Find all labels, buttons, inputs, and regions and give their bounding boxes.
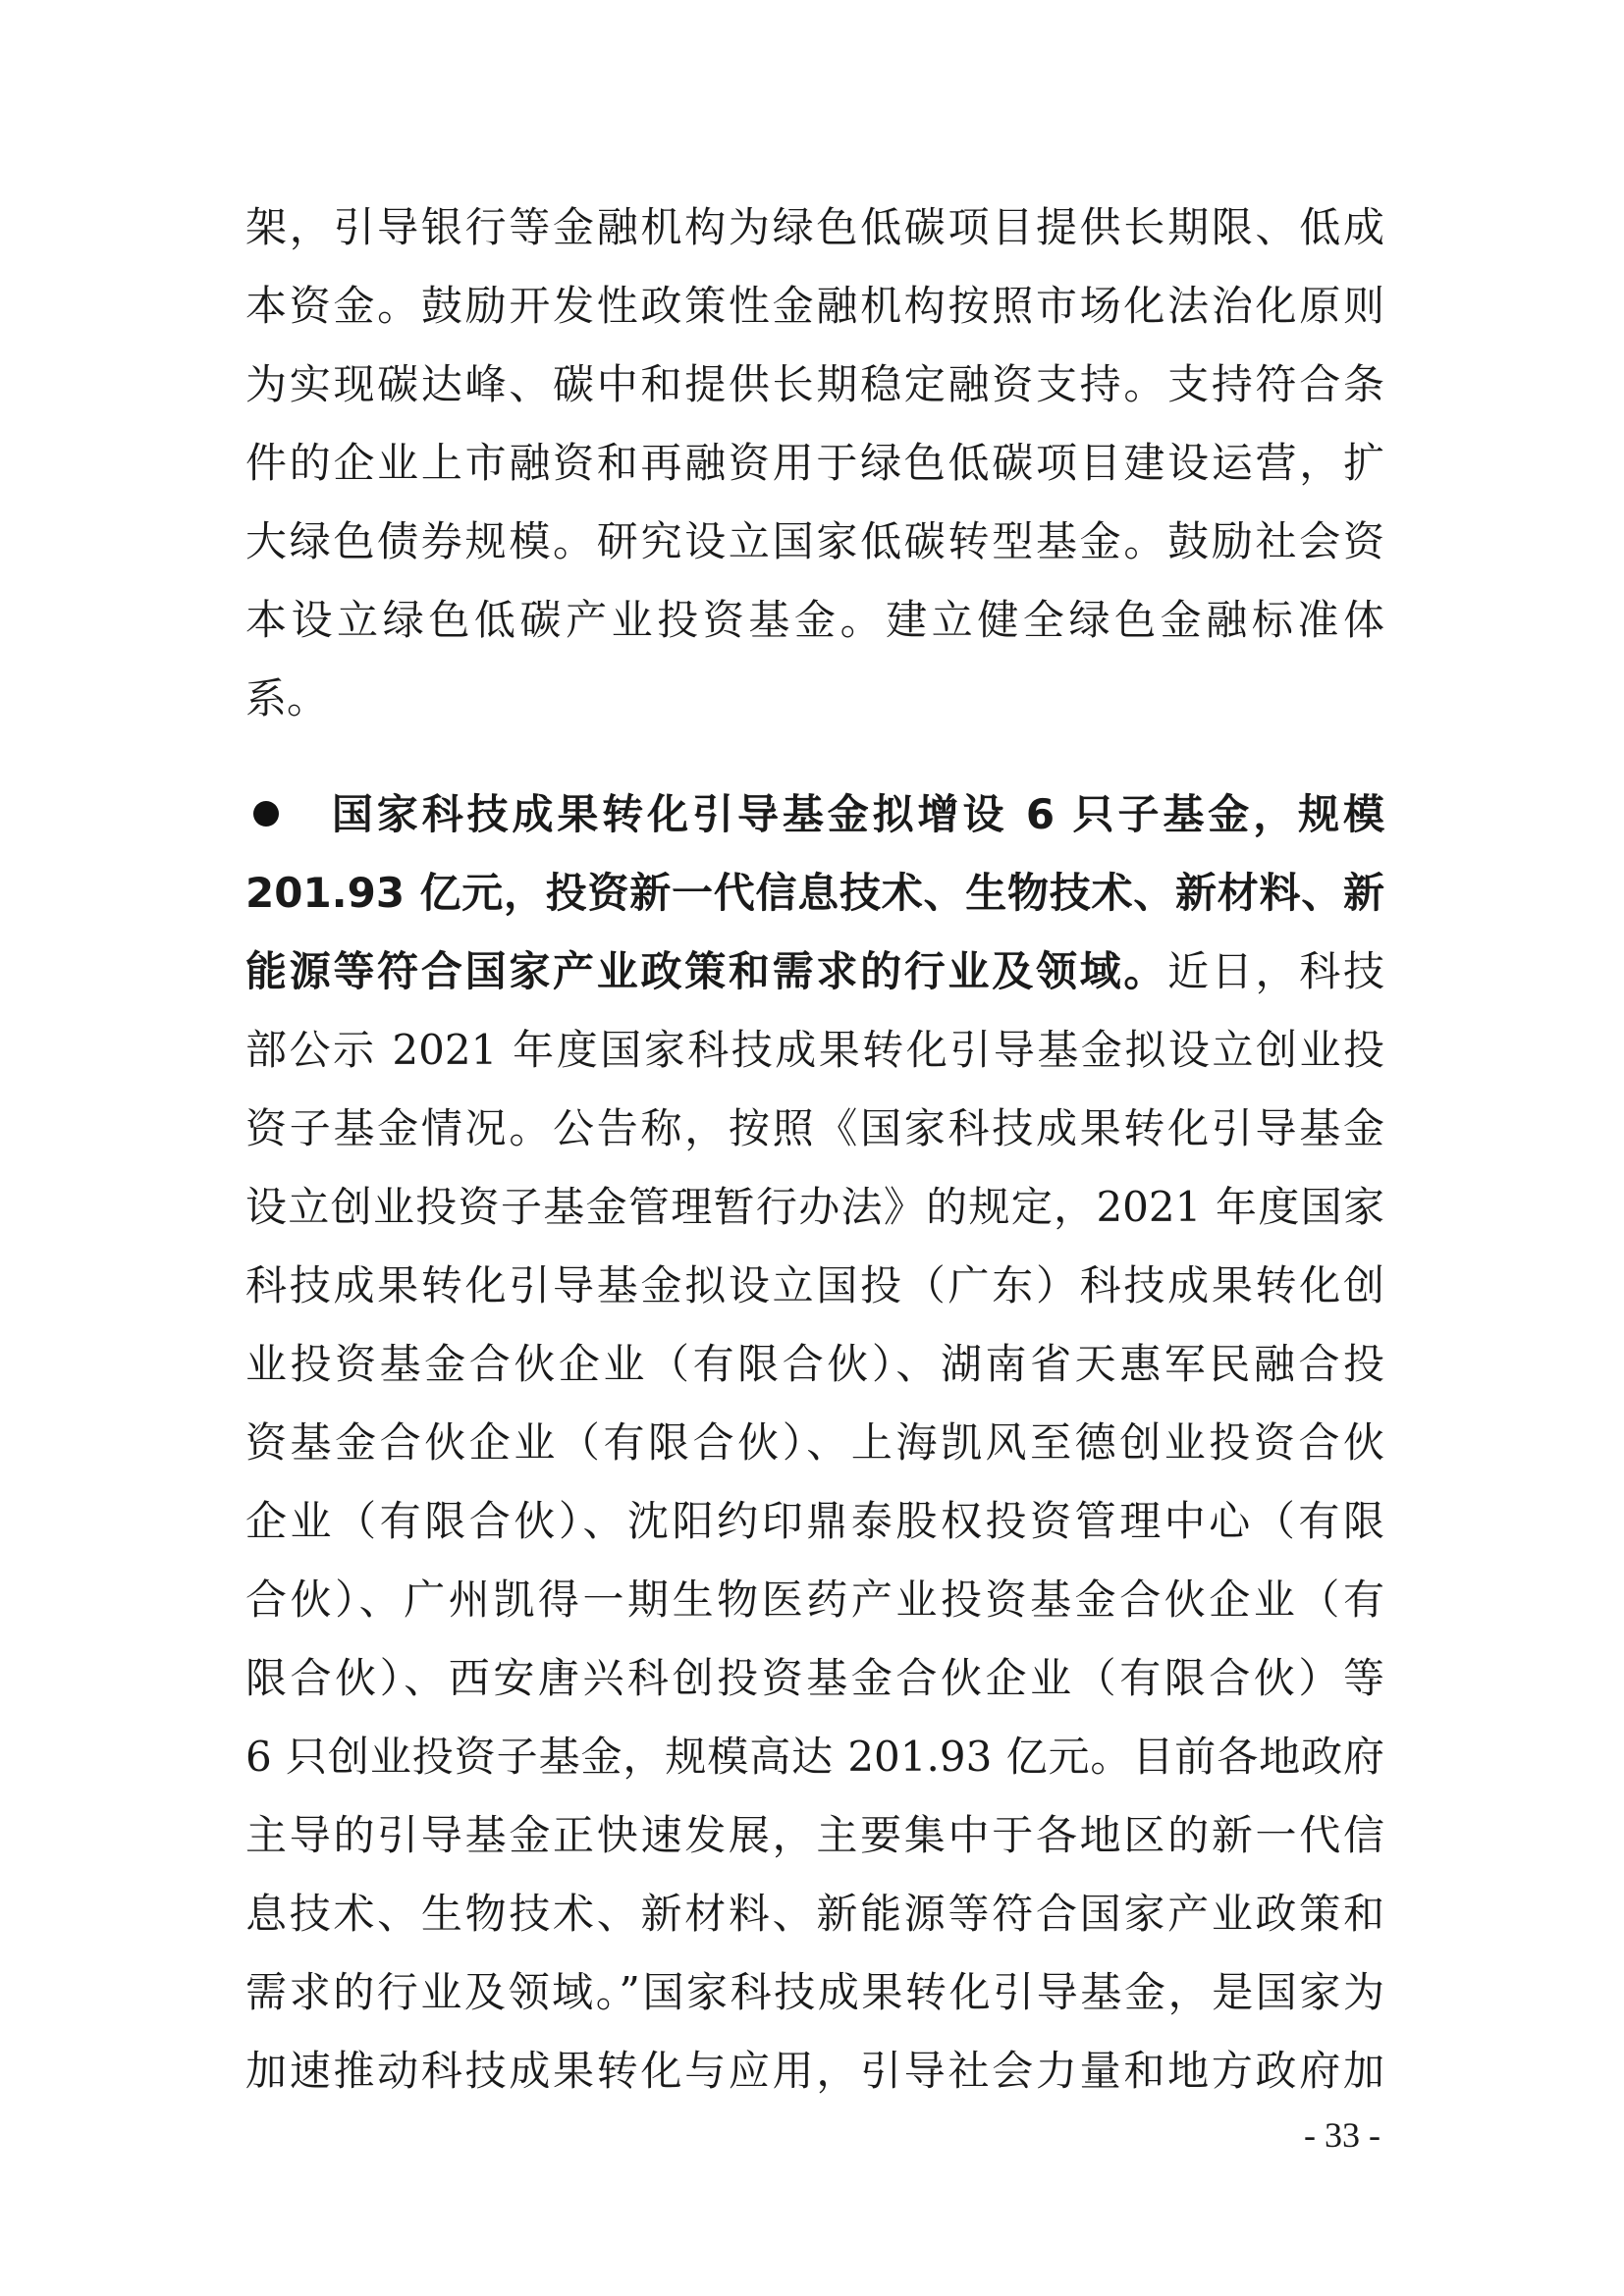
text-line: 科技成果转化引导基金拟设立国投（广东）科技成果转化创 xyxy=(245,1261,1384,1309)
text-line: 需求的行业及领域。”国家科技成果转化引导基金，是国家为 xyxy=(245,1968,1384,2016)
text-line: 6 只创业投资子基金，规模高达 201.93 亿元。目前各地政府 xyxy=(245,1733,1384,1781)
text-line: 设立创业投资子基金管理暂行办法》的规定，2021 年度国家 xyxy=(245,1183,1384,1231)
text-line: 本设立绿色低碳产业投资基金。建立健全绿色金融标准体 xyxy=(245,596,1384,644)
text-line: 本资金。鼓励开发性政策性金融机构按照市场化法治化原则 xyxy=(245,282,1384,330)
text-line: 限合伙）、西安唐兴科创投资基金合伙企业（有限合伙）等 xyxy=(245,1654,1384,1702)
bullet-icon xyxy=(253,801,279,827)
text-line: 合伙）、广州凯得一期生物医药产业投资基金合伙企业（有 xyxy=(245,1575,1384,1624)
body-text-start: 近日，科技 xyxy=(1167,947,1384,995)
paragraph-tech-fund xyxy=(245,775,1384,2110)
text-line: 企业（有限合伙）、沈阳约印鼎泰股权投资管理中心（有限 xyxy=(245,1497,1384,1545)
paragraph-green-finance xyxy=(245,188,1384,738)
headline-text: 能源等符合国家产业政策和需求的行业及领域。 xyxy=(245,947,1168,995)
text-line: 资子基金情况。公告称，按照《国家科技成果转化引导基金 xyxy=(245,1104,1384,1152)
text-line: 架，引导银行等金融机构为绿色低碳项目提供长期限、低成 xyxy=(245,203,1384,251)
headline-line: 201.93 亿元，投资新一代信息技术、生物技术、新材料、新 xyxy=(245,869,1384,917)
text-line: 息技术、生物技术、新材料、新能源等符合国家产业政策和 xyxy=(245,1890,1384,1938)
text-line: 大绿色债券规模。研究设立国家低碳转型基金。鼓励社会资 xyxy=(245,517,1384,565)
text-line: 部公示 2021 年度国家科技成果转化引导基金拟设立创业投 xyxy=(245,1026,1384,1074)
text-line: 业投资基金合伙企业（有限合伙）、湖南省天惠军民融合投 xyxy=(245,1340,1384,1388)
headline-line xyxy=(245,775,1384,854)
text-line: 为实现碳达峰、碳中和提供长期稳定融资支持。支持符合条 xyxy=(245,360,1384,408)
text-line: 资基金合伙企业（有限合伙）、上海凯风至德创业投资合伙 xyxy=(245,1418,1384,1467)
text-line: 主导的引导基金正快速发展，主要集中于各地区的新一代信 xyxy=(245,1811,1384,1859)
headline-text: 国家科技成果转化引导基金拟增设 6 只子基金，规模 xyxy=(328,790,1384,838)
text-line: 加速推动科技成果转化与应用，引导社会力量和地方政府加 xyxy=(245,2047,1384,2095)
headline-line xyxy=(245,933,1384,1011)
text-line: 件的企业上市融资和再融资用于绿色低碳项目建设运营，扩 xyxy=(245,439,1384,487)
page-number: - 33 - xyxy=(1304,2115,1380,2155)
text-line: 系。 xyxy=(245,674,329,722)
